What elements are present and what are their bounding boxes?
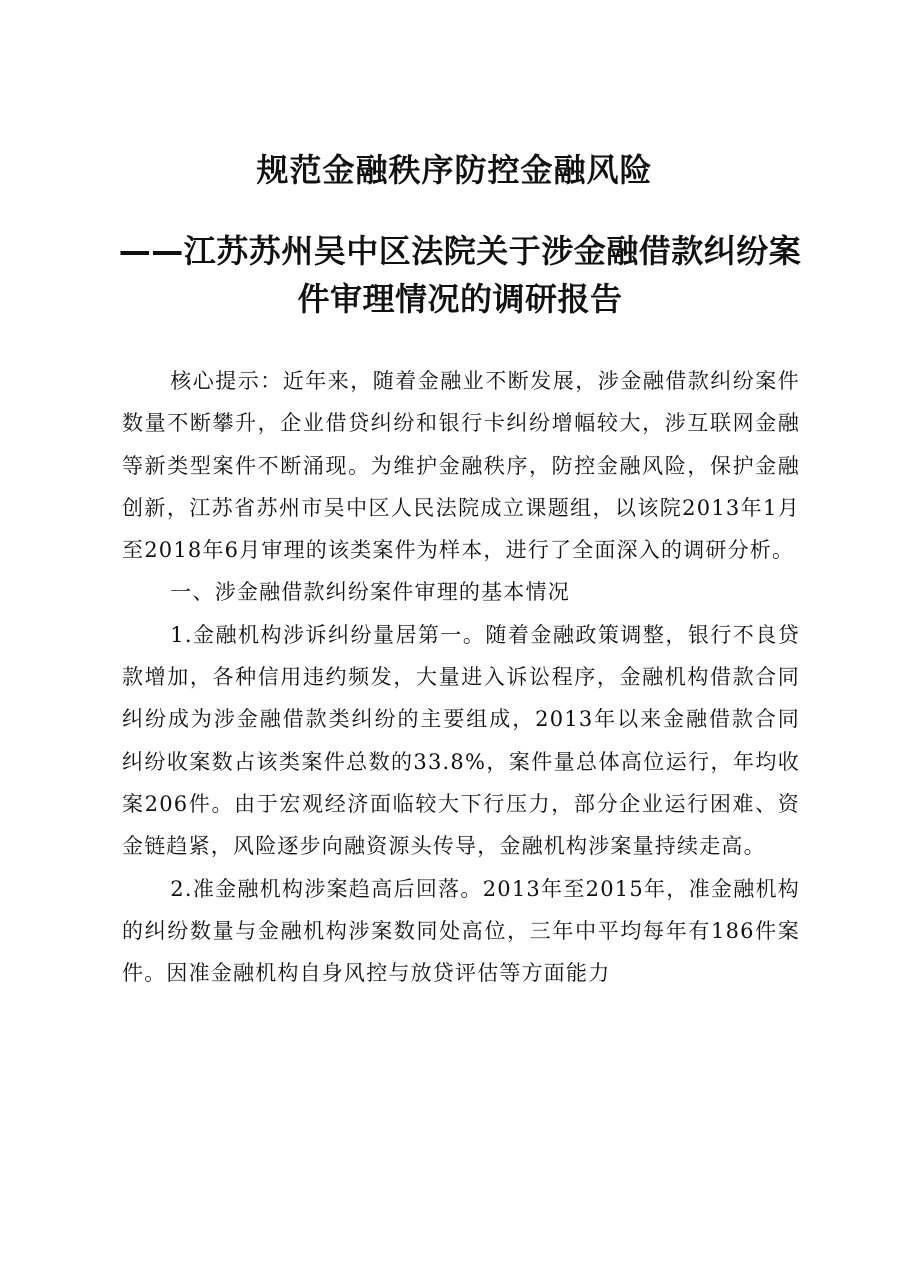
document-body <box>122 360 800 994</box>
point-1-paragraph: 1.金融机构涉诉纠纷量居第一。随着金融政策调整，银行不良贷款增加，各种信用违约频发，大量进入诉讼程序，金融机构借款合同纠纷成为涉金融借款类纠纷的主要组成，2013年以来金融借款合同纠纷收案数占该类案件总数的33.8%，案件量总体高位运行，年均收案206件。由于宏观经济面临较大下行压力，部分企业运行困难、资金链趋紧，风险逐步向融资源头传导，金融机构涉案量持续走高。 <box>122 622 800 859</box>
document-subtitle: ——江苏苏州吴中区法院关于涉金融借款纠纷案件审理情况的调研报告 <box>118 232 802 318</box>
document-title: 规范金融秩序防控金融风险 <box>256 151 653 189</box>
section-heading-basic-situation: 一、涉金融借款纠纷案件审理的基本情况 <box>170 580 570 605</box>
core-summary-paragraph: 核心提示：近年来，随着金融业不断发展，涉金融借款纠纷案件数量不断攀升，企业借贷纠纷和银行卡纠纷增幅较大，涉互联网金融等新类型案件不断涌现。为维护金融秩序，防控金融风险，保护金融创新，江苏省苏州市吴中区人民法院成立课题组，以该院2013年1月至2018年6月审理的该类案件为样本，进行了全面深入的调研分析。 <box>122 369 800 563</box>
point-2-paragraph: 2.准金融机构涉案趋高后回落。2013年至2015年，准金融机构的纠纷数量与金融机构涉案数同处高位，三年中平均每年有186件案件。因准金融机构自身风控与放贷评估等方面能力 <box>122 876 800 986</box>
